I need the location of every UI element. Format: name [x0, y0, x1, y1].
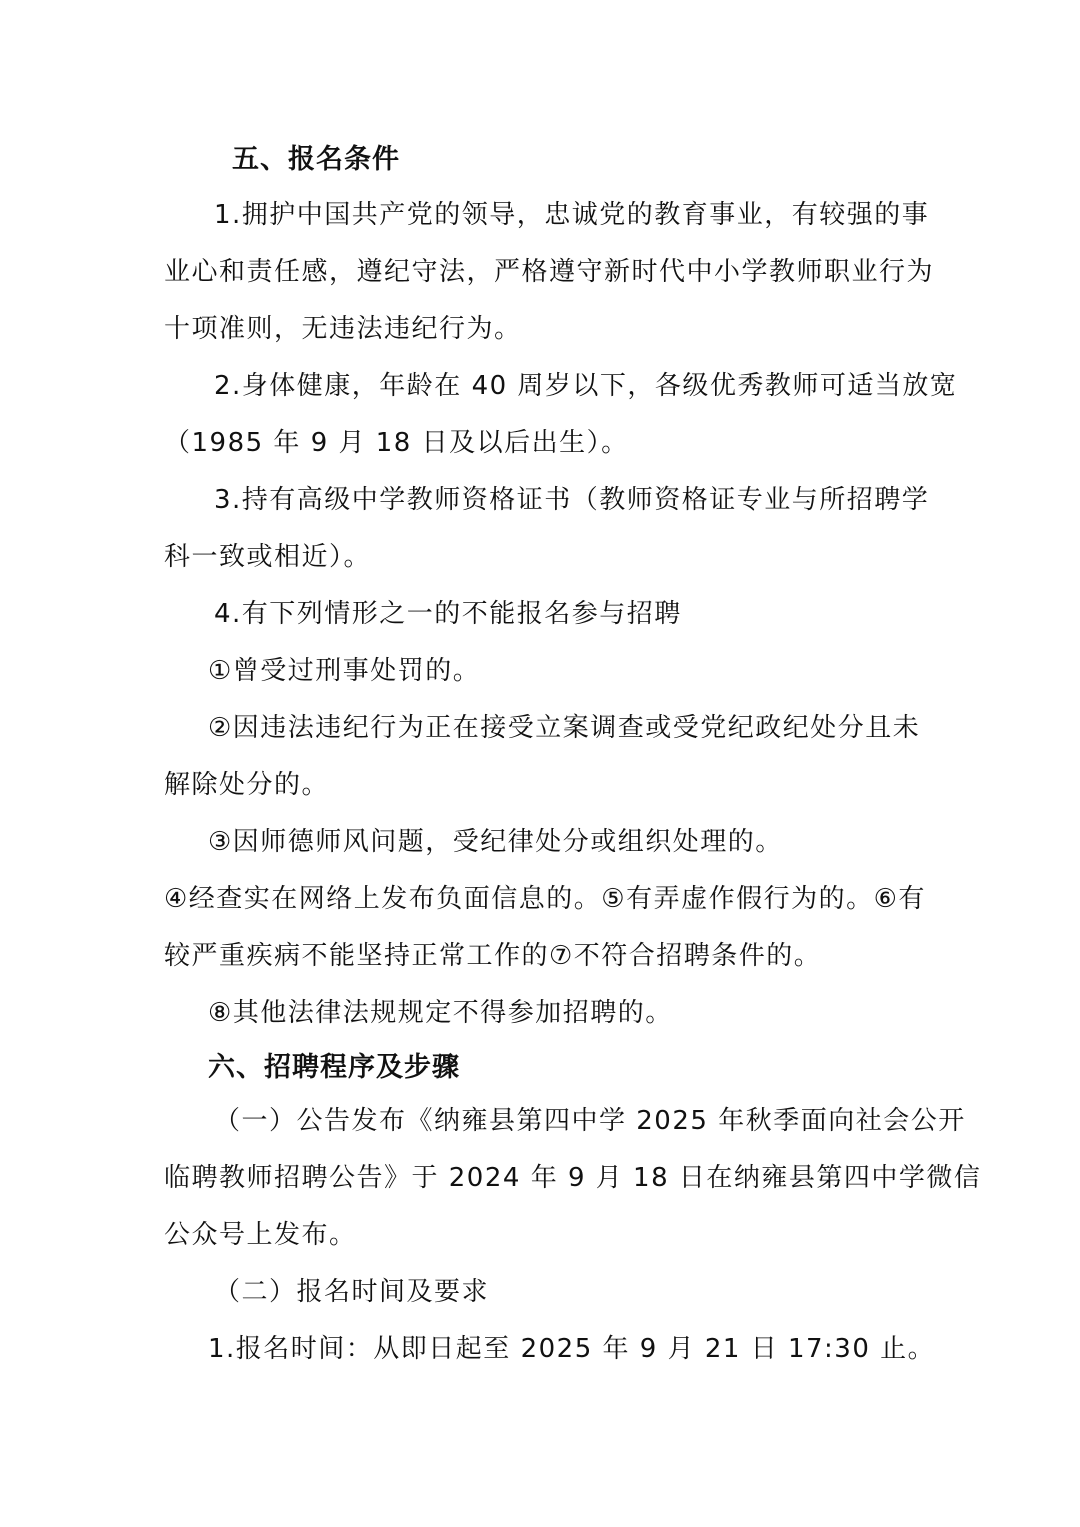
section-five-body: [164, 187, 958, 1042]
item1-line2: 业心和责任感，遵纪守法，严格遵守新时代中小学教师职业行为: [164, 257, 935, 287]
section-five-heading: 五、报名条件: [232, 144, 400, 175]
item3-line2: 科一致或相近）。: [164, 542, 372, 572]
item4-line1: 4.有下列情形之一的不能报名参与招聘: [214, 599, 682, 629]
sub-item-1: ①曾受过刑事处罚的。: [208, 656, 481, 686]
sub-item-4-line1: ④经查实在网络上发布负面信息的。⑤有弄虚作假行为的。⑥有: [164, 884, 926, 914]
procedure-1-line3: 公众号上发布。: [164, 1220, 357, 1250]
item1-line1: 1.拥护中国共产党的领导，忠诚党的教育事业，有较强的事: [214, 200, 930, 230]
item3-line1: 3.持有高级中学教师资格证书（教师资格证专业与所招聘学: [214, 485, 930, 515]
sub-item-2-line2: 解除处分的。: [164, 770, 330, 800]
section-six-heading: 六、招聘程序及步骤: [208, 1052, 460, 1083]
sub-item-2-line1: ②因违法违纪行为正在接受立案调查或受党纪政纪处分且未: [208, 713, 921, 743]
item2-line1: 2.身体健康，年龄在 40 周岁以下，各级优秀教师可适当放宽: [214, 371, 958, 401]
sub-item-4-line2: 较严重疾病不能坚持正常工作的⑦不符合招聘条件的。: [164, 941, 822, 971]
section-six-body: [164, 1093, 982, 1378]
procedure-1-line1: （一）公告发布《纳雍县第四中学 2025 年秋季面向社会公开: [214, 1106, 966, 1136]
sub-item-8: ⑧其他法律法规规定不得参加招聘的。: [208, 998, 673, 1028]
item2-line2: （1985 年 9 月 18 日及以后出生）。: [164, 428, 629, 458]
registration-time: 1.报名时间：从即日起至 2025 年 9 月 21 日 17:30 止。: [208, 1334, 936, 1364]
sub-item-3: ③因师德师风问题，受纪律处分或组织处理的。: [208, 827, 783, 857]
procedure-2: （二）报名时间及要求: [214, 1277, 490, 1307]
procedure-1-line2: 临聘教师招聘公告》于 2024 年 9 月 18 日在纳雍县第四中学微信: [164, 1163, 982, 1193]
item1-line3: 十项准则，无违法违纪行为。: [164, 314, 522, 344]
